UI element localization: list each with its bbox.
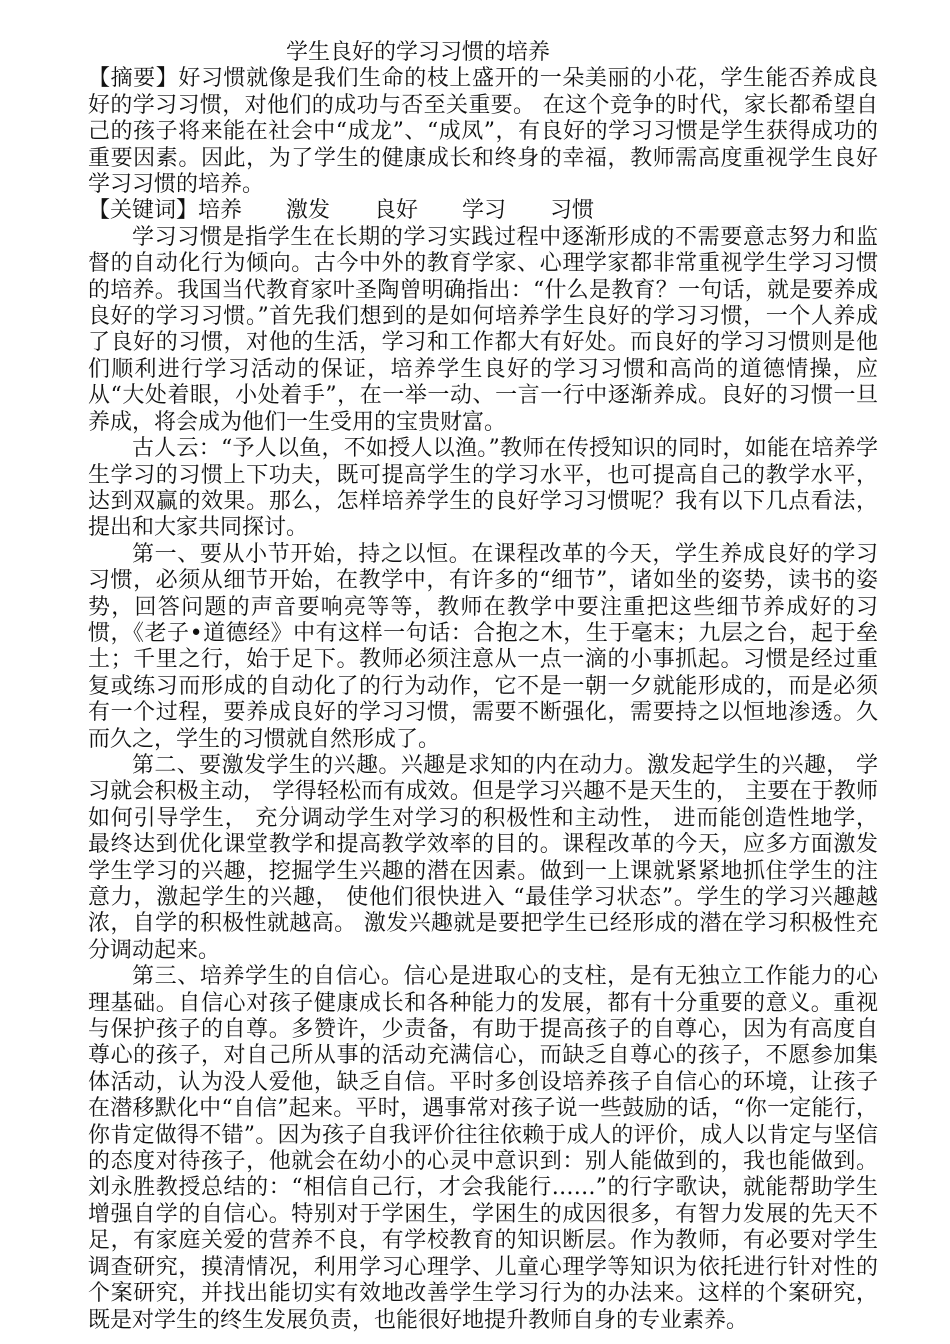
keyword-3: 良好 xyxy=(374,198,419,224)
keyword-5: 习惯 xyxy=(550,198,595,224)
keyword-2: 激发 xyxy=(286,198,331,224)
keyword-1: 培养 xyxy=(198,198,243,224)
body-paragraph-5: 第三、培养学生的自信心。信心是进取心的支柱，是有无独立工作能力的心理基础。自信心对孩子健康成长和各种能力的发展，都有十分重要的意义。重视与保护孩子的自尊。多赞许，少责备，有助于提高孩子的自尊心，因为有高度自尊心的孩子，对自己所从事的活动充满信心，而缺乏自尊心的孩子，不愿参加集体活动，认为没人爱他，缺乏自信。平时多创设培养孩子自信心的环境，让孩子在潜移默化中“自信”起来。平时，遇事常对孩子说一些鼓励的话，“你一定能行，你肯定做得不错”。因为孩子自我评价往往依赖于成人的评价，成人以肯定与坚信的态度对待孩子，他就会在幼小的心灵中意识到：别人能做到的，我也能做到。刘永胜教授总结的：“相信自己行，才会我能行……”的行字歌诀，就能帮助学生增强自学的自信心。特别对于学困生，学困生的成因很多，有智力发展的先天不足，有家庭关爱的营养不良，有学校教育的知识断层。作为教师，有必要对学生调查研究，摸清情况，利用学习心理学、儿童心理学等知识为依托进行针对性的个案研究，并找出能切实有效地改善学生学习行为的办法来。这样的个案研究，既是对学生的终生发展负责，也能很好地提升教师自身的专业素养。 xyxy=(88,964,878,1333)
keyword-4: 学习 xyxy=(462,198,507,224)
keywords-label: 【关键词】 xyxy=(88,198,199,224)
body-paragraph-3: 第一、要从小节开始，持之以恒。在课程改革的今天，学生养成良好的学习习惯，必须从细节开始，在教学中，有许多的“细节”，诸如坐的姿势，读书的姿势，回答问题的声音要响亮等等，教师在教学中要注重把这些细节养成好的习惯，《老子•道德经》中有这样一句话：合抱之木，生于毫末；九层之台，起于垒土；千里之行，始于足下。教师必须注意从一点一滴的小事抓起。习惯是经过重复或练习而形成的自动化了的行为动作，它不是一朝一夕就能形成的，而是必须有一个过程，要养成良好的学习习惯，需要不断强化，需要持之以恒地渗透。久而久之，学生的习惯就自然形成了。 xyxy=(88,541,878,752)
abstract-paragraph: 【摘要】好习惯就像是我们生命的枝上盛开的一朵美丽的小花，学生能否养成良好的学习习惯，对他们的成功与否至关重要。 在这个竞争的时代，家长都希望自己的孩子将来能在社会中“成龙”、“成凤”，有良好的学习习惯是学生获得成功的重要因素。因此，为了学生的健康成长和终身的幸福，教师需高度重视学生良好学习习惯的培养。 xyxy=(88,66,878,198)
document-page xyxy=(88,40,878,1334)
keywords-line xyxy=(88,198,878,224)
body-paragraph-4: 第二、要激发学生的兴趣。兴趣是求知的内在动力。激发起学生的兴趣， 学习就会积极主动， 学得轻松而有成效。但是学习兴趣不是天生的， 主要在于教师如何引导学生， 充分调动学生对学习的积极性和主动性， 进而能创造性地学， 最终达到优化课堂教学和提高教学效率的目的。课程改革的今天，应多方面激发学生学习的兴趣，挖掘学生兴趣的潜在因素。做到一上课就紧紧地抓住学生的注意力，激起学生的兴趣， 使他们很快进入 “最佳学习状态”。学生的学习兴趣越浓，自学的积极性就越高。 激发兴趣就是要把学生已经形成的潜在学习积极性充分调动起来。 xyxy=(88,752,878,963)
body-paragraph-1: 学习习惯是指学生在长期的学习实践过程中逐渐形成的不需要意志努力和监督的自动化行为倾向。古今中外的教育学家、心理学家都非常重视学生学习习惯的培养。我国当代教育家叶圣陶曾明确指出：“什么是教育？一句话，就是要养成良好的学习习惯。”首先我们想到的是如何培养学生良好的学习习惯，一个人养成了良好的习惯，对他的生活，学习和工作都大有好处。而良好的学习习惯则是他们顺利进行学习活动的保证，培养学生良好的学习习惯和高尚的道德情操，应从“大处着眼，小处着手”，在一举一动、一言一行中逐渐养成。良好的习惯一旦养成，将会成为他们一生受用的宝贵财富。 xyxy=(88,224,878,435)
body-paragraph-2: 古人云：“予人以鱼，不如授人以渔。”教师在传授知识的同时，如能在培养学生学习的习惯上下功夫，既可提高学生的学习水平，也可提高自己的教学水平，达到双赢的效果。那么，怎样培养学生的良好学习习惯呢？我有以下几点看法，提出和大家共同探讨。 xyxy=(88,436,878,541)
document-title: 学生良好的学习习惯的培养 xyxy=(285,40,550,65)
